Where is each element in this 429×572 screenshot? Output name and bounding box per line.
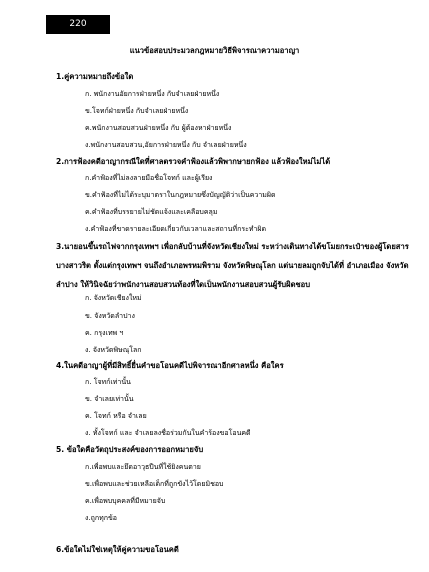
question-3-option-b: ข. จังหวัดลำปาง xyxy=(85,312,135,320)
question-1: 1.คู่ความหมายถึงข้อใด xyxy=(56,72,134,81)
question-3-option-d: ง. จังหวัดพิษณุโลก xyxy=(85,346,142,354)
question-4-option-a: ก. โจทก์เท่านั้น xyxy=(85,378,131,386)
question-3-option-a: ก. จังหวัดเชียงใหม่ xyxy=(85,294,142,302)
question-5-option-b: ข.เพื่อพบและช่วยเหลือเด็กที่ถูกขังไว้โดยมิชอบ xyxy=(85,480,224,488)
question-2-option-d: ง.คำฟ้องที่ขาดรายละเอียดเกี่ยวกับเวลาและสถานที่กระทำผิด xyxy=(85,225,267,233)
question-3: 3.นายอนขึ้นรถไฟจากกรุงเทพฯ เพื่อกลับบ้านที่จังหวัดเชียงใหม่ ระหว่างเดินทางได้ขโมยกระเป๋าของผู้โดยสาร บางสาวริต ตั้งแต่กรุงเทพฯ จนถึงอำเภอพรหมพิราม จังหวัดพิษณุโลก แต่นายลมถูกจับได้ที่ อำเภอเมือง จังหวัดลำปาง ให้วินิจฉัยว่าพนักงานสอบสวนท้องที่ใดเป็นพนักงานสอบสวนผู้รับผิดชอบ xyxy=(56,242,409,289)
question-4: 4.ในคดีอาญาผู้ที่มีสิทธิ์ยื่นคำขอโอนคดีไปพิจารณาอีกศาลหนึ่ง คือใคร xyxy=(56,361,284,370)
question-2-option-a: ก.คำฟ้องที่ไม่ลงลายมือชื่อโจทก์ และผู้เรียง xyxy=(85,174,213,182)
question-3-option-c: ค. กรุงเทพ ฯ xyxy=(85,329,124,337)
question-1-option-d: ง.พนักงานสอบสวน,อัยการฝ่ายหนึ่ง กับ จำเลยฝ่ายหนึ่ง xyxy=(85,141,247,149)
question-5-option-a: ก.เพื่อพบและยึดอาวุธปืนที่ใช้ยิงคนตาย xyxy=(85,463,201,471)
question-4-option-d: ง. ทั้งโจทก์ และ จำเลยลงชื่อร่วมกันในคำร้องขอโอนคดี xyxy=(85,429,251,437)
document-title: แนวข้อสอบประมวลกฎหมายวิธีพิจารณาความอาญา xyxy=(129,46,300,55)
question-4-option-b: ข. จำเลยเท่านั้น xyxy=(85,395,134,403)
question-5-option-d: ง.ถูกทุกข้อ xyxy=(85,514,117,522)
question-5-option-c: ค.เพื่อพบบุคคลที่มีหมายจับ xyxy=(85,497,166,505)
question-1-option-c: ค.พนักงานสอบสวนฝ่ายหนึ่ง กับ ผู้ต้องหาฝ่ายหนึ่ง xyxy=(85,124,232,132)
question-2-option-b: ข.คำฟ้องที่ไม่ได้ระบุมาตราในกฎหมายซึ่งบัญญัติว่าเป็นความผิด xyxy=(85,191,276,199)
question-2: 2.การฟ้องคดีอาญากรณีใดที่ศาลตรวจคำฟ้องแล้วพิพากษายกฟ้อง แล้วฟ้องใหม่ไม่ได้ xyxy=(56,157,331,166)
question-1-option-a: ก. พนักงานอัยการฝ่ายหนึ่ง กับจำเลยฝ่ายหนึ่ง xyxy=(85,90,220,98)
question-5: 5. ข้อใดคือวัตถุประสงค์ของการออกหมายจับ xyxy=(56,445,204,454)
question-2-option-c: ค.คำฟ้องที่บรรยายไม่ชัดแจ้งและเคลือบคลุม xyxy=(85,208,218,216)
page-number-badge: 220 xyxy=(46,15,110,34)
question-4-option-c: ค. โจทก์ หรือ จำเลย xyxy=(85,412,147,420)
question-6: 6.ข้อใดไม่ใช่เหตุให้คู่ความขอโอนคดี xyxy=(56,545,179,554)
question-1-option-b: ข.โจทก์ฝ่ายหนึ่ง กับจำเลยฝ่ายหนึ่ง xyxy=(85,107,189,115)
